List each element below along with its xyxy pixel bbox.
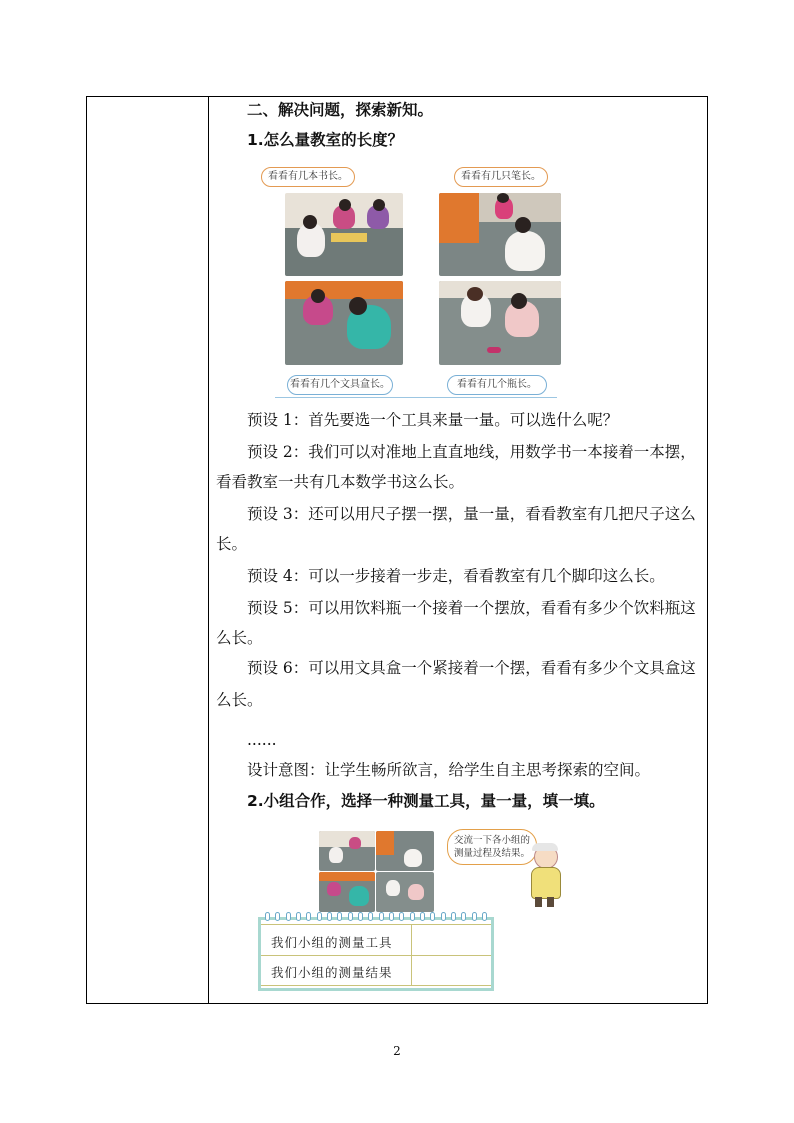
bubble-books: 看看有几本书长。 — [261, 167, 355, 187]
preset-3-line-1: 预设 3：还可以用尺子摆一摆，量一量，看看教室有几把尺子这么 — [247, 505, 696, 523]
thumb-3 — [319, 872, 375, 912]
thumb-2 — [376, 831, 434, 871]
column-divider — [208, 97, 209, 1003]
measurement-record-table — [258, 917, 494, 991]
teacher-figure — [525, 845, 565, 909]
thumb-4 — [376, 872, 434, 912]
preset-2-line-1: 预设 2：我们可以对准地上直直地线，用数学书一本接着一本摆， — [247, 443, 696, 461]
design-intent: 设计意图：让学生畅所欲言，给学生自主思考探索的空间。 — [247, 761, 651, 779]
photo-books — [285, 193, 403, 276]
page-number: 2 — [393, 1044, 401, 1058]
lesson-table — [86, 96, 708, 1004]
content-cell — [215, 97, 701, 1003]
question-1-title: 1.怎么量教室的长度？ — [247, 131, 404, 149]
preset-2-line-2: 看看教室一共有几本数学书这么长。 — [216, 473, 465, 491]
result-answer-field[interactable] — [412, 955, 491, 985]
tool-label: 我们小组的测量工具 — [271, 935, 393, 950]
photo-bottles — [439, 281, 561, 365]
notebook-spiral — [265, 912, 487, 922]
section-heading: 二、解决问题，探索新知。 — [247, 101, 434, 119]
tool-answer-field[interactable] — [412, 925, 491, 955]
preset-1: 预设 1：首先要选一个工具来量一量。可以选什么呢？ — [247, 411, 619, 429]
preset-5-line-2: 么长。 — [216, 629, 263, 647]
ellipsis: ...... — [247, 731, 277, 749]
measuring-photos-figure — [257, 163, 567, 403]
preset-3-line-2: 长。 — [216, 535, 248, 553]
photo-pens — [439, 193, 561, 276]
bubble-bottles: 看看有几个瓶长。 — [447, 375, 547, 395]
thumb-1 — [319, 831, 375, 871]
bubble-pens: 看看有几只笔长。 — [454, 167, 548, 187]
group-work-figure — [255, 825, 585, 997]
photo-pencil-case — [285, 281, 403, 365]
preset-4: 预设 4：可以一步接着一步走，看看教室有几个脚印这么长。 — [247, 567, 665, 585]
preset-6-line-1: 预设 6：可以用文具盒一个紧接着一个摆，看看有多少个文具盒这 — [247, 659, 696, 677]
table-row-tool — [261, 924, 491, 956]
result-label: 我们小组的测量结果 — [271, 965, 393, 980]
figure-underline — [275, 397, 557, 398]
teacher-speech-bubble: 交流一下各小组的测量过程及结果。 — [447, 829, 537, 865]
table-row-result — [261, 955, 491, 986]
preset-6-line-2: 么长。 — [216, 691, 263, 709]
preset-5-line-1: 预设 5：可以用饮料瓶一个接着一个摆放，看看有多少个饮料瓶这 — [247, 599, 696, 617]
question-2-title: 2.小组合作，选择一种测量工具，量一量，填一填。 — [247, 792, 605, 810]
bubble-pencil-cases: 看看有几个文具盒长。 — [287, 375, 393, 395]
